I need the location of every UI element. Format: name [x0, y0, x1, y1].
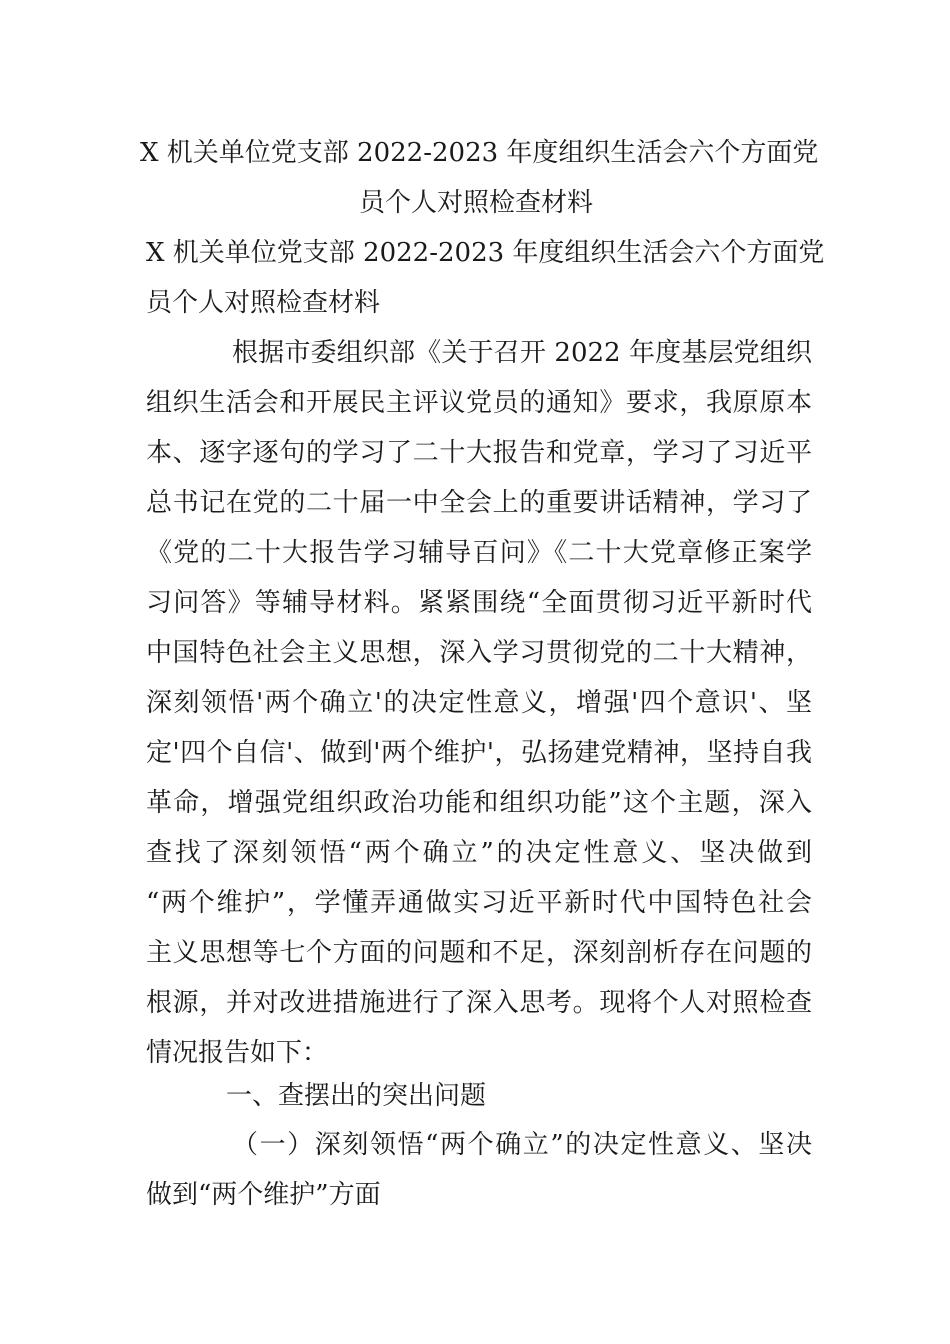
paragraph-line: 中国特色社会主义思想，深入学习贯彻党的二十大精神，: [146, 638, 812, 668]
paragraph-line: 主义思想等七个方面的问题和不足，深刻剖析存在问题的: [146, 938, 812, 968]
title-line: 员个人对照检查材料: [358, 188, 593, 218]
paragraph-line: 组织生活会和开展民主评议党员的通知》要求，我原原本: [146, 388, 812, 418]
paragraph-line: 定'四个自信'、做到'两个维护'，弘扬建党精神，坚持自我: [146, 738, 812, 768]
paragraph-line: 深刻领悟'两个确立'的决定性意义，增强'四个意识'、坚: [146, 688, 812, 718]
paragraph-line: 情况报告如下：: [146, 1038, 329, 1068]
document-title: [140, 128, 819, 228]
intro-paragraph: [146, 328, 812, 1078]
title-line: X 机关单位党支部 2022-2023 年度组织生活会六个方面党: [140, 138, 819, 168]
repeated-title: [146, 228, 825, 328]
subsection-heading: [146, 1120, 812, 1220]
paragraph-line: 本、逐字逐句的学习了二十大报告和党章，学习了习近平: [146, 438, 812, 468]
paragraph-line: “两个维护”，学懂弄通做实习近平新时代中国特色社会: [146, 888, 812, 918]
paragraph-line: 根源，并对改进措施进行了深入思考。现将个人对照检查: [146, 988, 812, 1018]
subsection-line: 做到“两个维护”方面: [146, 1180, 381, 1210]
section-heading-text: 一、查摆出的突出问题: [226, 1081, 487, 1111]
paragraph-line: 查找了深刻领悟“两个确立”的决定性意义、坚决做到: [146, 838, 812, 868]
subsection-line: （一）深刻领悟“两个确立”的决定性意义、坚决: [232, 1130, 812, 1160]
repeated-title-line: 员个人对照检查材料: [146, 288, 381, 318]
paragraph-line: 总书记在党的二十届一中全会上的重要讲话精神，学习了: [146, 488, 812, 518]
paragraph-line: 《党的二十大报告学习辅导百问》《二十大党章修正案学: [146, 538, 812, 568]
paragraph-line: 习问答》等辅导材料。紧紧围绕“全面贯彻习近平新时代: [146, 588, 812, 618]
repeated-title-line: X 机关单位党支部 2022-2023 年度组织生活会六个方面党: [146, 238, 825, 268]
section-heading: [146, 1071, 812, 1121]
paragraph-line: 革命，增强党组织政治功能和组织功能”这个主题，深入: [146, 788, 812, 818]
paragraph-line: 根据市委组织部《关于召开 2022 年度基层党组织: [232, 338, 812, 368]
